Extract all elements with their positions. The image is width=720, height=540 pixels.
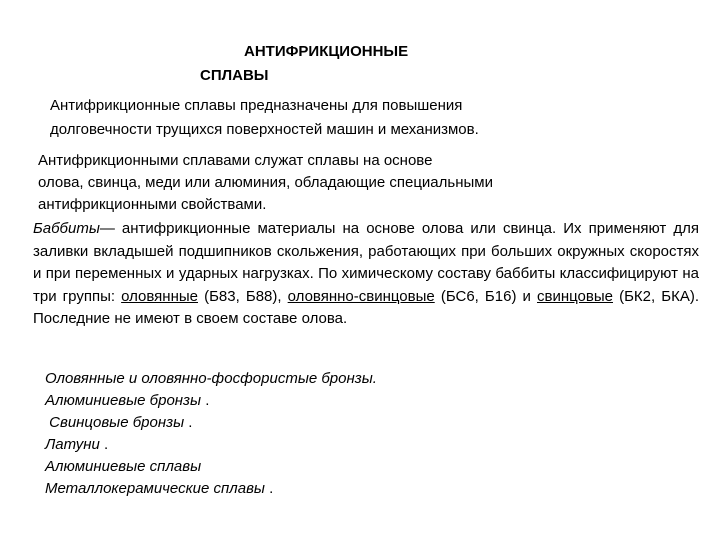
group-tin: оловянные: [121, 287, 198, 305]
list-item: [45, 390, 545, 412]
list-item: [45, 368, 545, 390]
babbits-dash: —: [99, 220, 115, 237]
definition-line-3: антифрикционными свойствами.: [38, 196, 267, 213]
list-item-label: Латуни: [45, 436, 100, 453]
list-item-label: Оловянные и оловянно-фосфористые бронзы.: [45, 370, 377, 387]
group-lead: свинцовые: [537, 287, 613, 305]
title-line-1: АНТИФРИКЦИОННЫЕ: [244, 43, 409, 60]
list-item-suffix: .: [201, 392, 210, 409]
intro-line-1: Антифрикционные сплавы предназначены для повышения: [50, 97, 463, 114]
babbits-term: Баббиты: [33, 220, 100, 237]
list-item: [45, 478, 545, 500]
babbits-paragraph: [33, 218, 699, 331]
definition-line-1: Антифрикционными сплавами служат сплавы на основе: [38, 152, 433, 169]
list-item: [45, 434, 545, 456]
list-item: [45, 412, 545, 434]
babbits-text-2: (БК2, БКА). Последние не имеют в своем составе олова.: [33, 287, 700, 327]
list-item: [45, 456, 545, 478]
definition-line-2: олова, свинца, меди или алюминия, обладающие специальными: [38, 174, 493, 191]
group-tin-lead: оловянно-свинцовые: [287, 287, 435, 305]
list-item-label: Металлокерамические сплавы: [45, 480, 265, 497]
list-item-suffix: .: [264, 480, 274, 497]
definition-paragraph: [38, 150, 658, 216]
title-line-2: СПЛАВЫ: [200, 67, 269, 84]
intro-paragraph: [50, 94, 610, 142]
list-item-suffix: .: [99, 436, 109, 453]
list-item-label: Свинцовые бронзы: [45, 414, 185, 431]
group-tin-examples: (Б83, Б88),: [198, 287, 288, 305]
intro-line-2: долговечности трущихся поверхностей машин и механизмов.: [50, 121, 479, 138]
group-tin-lead-examples: (БС6, Б16) и: [434, 287, 537, 305]
babbits-text-1: антифрикционные материалы на основе олова или свинца. Их применяют для заливки вкладышей подшипников скольжения, работающих при больших окружных скоростях и при переменных и ударных нагрузках. По химическому составу баббиты классифицируют на три группы:: [33, 220, 699, 305]
list-item-label: Алюминиевые бронзы: [45, 392, 202, 409]
alloy-list: [45, 368, 545, 500]
page-title: [200, 40, 480, 88]
list-item-suffix: .: [184, 414, 193, 431]
list-item-label: Алюминиевые сплавы: [45, 458, 202, 475]
